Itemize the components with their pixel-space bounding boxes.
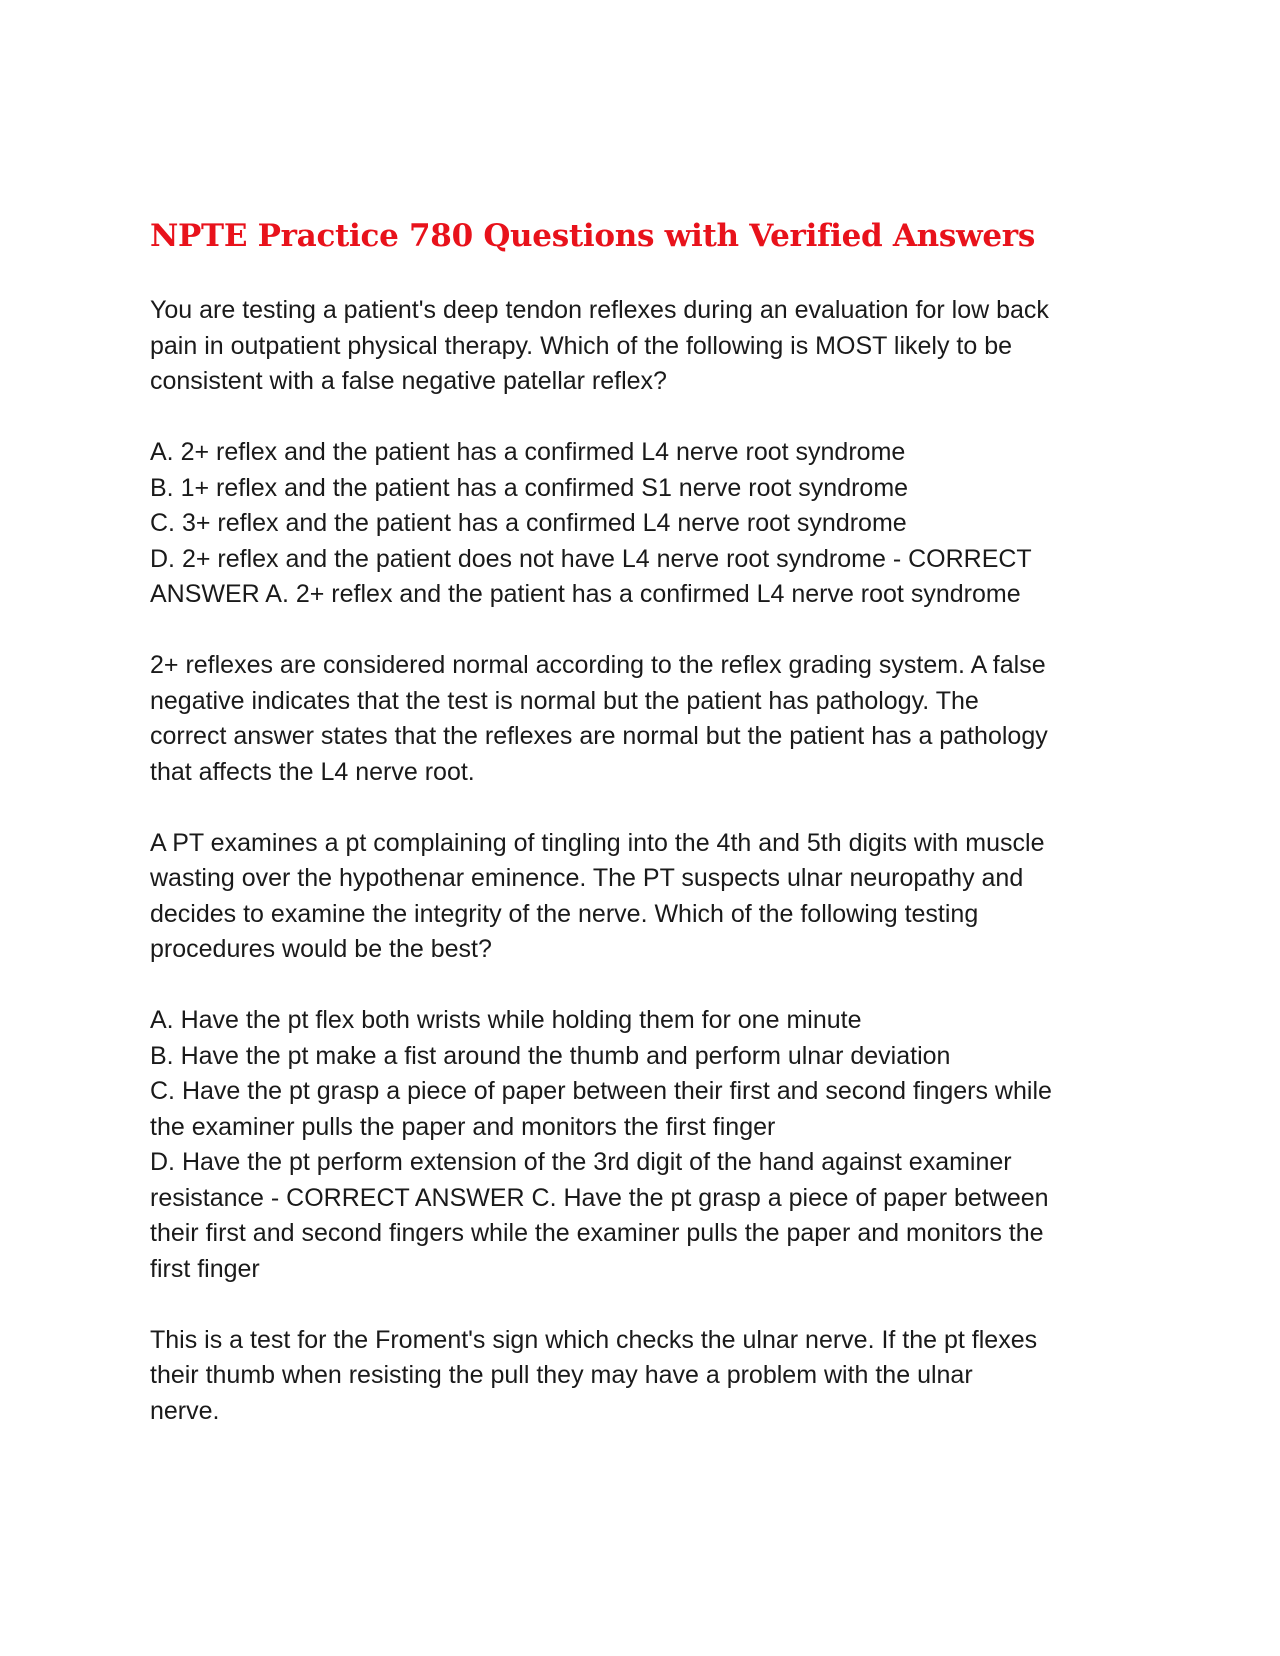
- answer-option-line: C. Have the pt grasp a piece of paper between their first and second fingers while: [150, 1077, 1052, 1106]
- answer-option-line: ANSWER A. 2+ reflex and the patient has a confirmed L4 nerve root syndrome: [150, 580, 1021, 609]
- explanation-line: This is a test for the Froment's sign which checks the ulnar nerve. If the pt flexes: [150, 1325, 1038, 1354]
- explanation-line: nerve.: [150, 1396, 220, 1425]
- question-1-options: [150, 435, 1130, 613]
- question-2-explanation: [150, 1323, 1130, 1430]
- answer-option-line: resistance - CORRECT ANSWER C. Have the pt grasp a piece of paper between: [150, 1183, 1049, 1212]
- explanation-line: correct answer states that the reflexes are normal but the patient has a pathology: [150, 722, 1048, 751]
- question-stem-line: pain in outpatient physical therapy. Which of the following is MOST likely to be: [150, 331, 1013, 360]
- question-2-stem: [150, 826, 1130, 968]
- question-1-explanation: [150, 648, 1130, 790]
- answer-option-line: first finger: [150, 1254, 260, 1283]
- question-stem-line: A PT examines a pt complaining of tingling into the 4th and 5th digits with muscle: [150, 828, 1045, 857]
- answer-option-line: B. 1+ reflex and the patient has a confirmed S1 nerve root syndrome: [150, 473, 909, 502]
- question-stem-line: consistent with a false negative patellar reflex?: [150, 367, 667, 396]
- document-title: NPTE Practice 780 Questions with Verified Answers: [150, 218, 1035, 254]
- answer-option-line: B. Have the pt make a fist around the thumb and perform ulnar deviation: [150, 1041, 951, 1070]
- explanation-line: that affects the L4 nerve root.: [150, 757, 475, 786]
- answer-option-line: C. 3+ reflex and the patient has a confirmed L4 nerve root syndrome: [150, 509, 907, 538]
- explanation-line: negative indicates that the test is normal but the patient has pathology. The: [150, 686, 979, 715]
- explanation-line: their thumb when resisting the pull they may have a problem with the ulnar: [150, 1361, 973, 1390]
- answer-option-line: A. Have the pt flex both wrists while holding them for one minute: [150, 1006, 862, 1035]
- document-page: [150, 218, 1130, 1465]
- question-stem-line: wasting over the hypothenar eminence. The PT suspects ulnar neuropathy and: [150, 864, 1024, 893]
- question-2: [150, 826, 1130, 1430]
- question-1-stem: [150, 293, 1130, 400]
- answer-option-line: D. 2+ reflex and the patient does not have L4 nerve root syndrome - CORRECT: [150, 544, 1032, 573]
- question-1: [150, 293, 1130, 790]
- question-stem-line: decides to examine the integrity of the nerve. Which of the following testing: [150, 899, 979, 928]
- question-stem-line: You are testing a patient's deep tendon reflexes during an evaluation for low back: [150, 296, 1049, 325]
- explanation-line: 2+ reflexes are considered normal according to the reflex grading system. A false: [150, 651, 1046, 680]
- answer-option-line: D. Have the pt perform extension of the 3rd digit of the hand against examiner: [150, 1148, 1012, 1177]
- answer-option-line: their first and second fingers while the examiner pulls the paper and monitors the: [150, 1219, 1044, 1248]
- question-2-options: [150, 1003, 1130, 1287]
- answer-option-line: the examiner pulls the paper and monitors the first finger: [150, 1112, 776, 1141]
- question-stem-line: procedures would be the best?: [150, 935, 492, 964]
- answer-option-line: A. 2+ reflex and the patient has a confirmed L4 nerve root syndrome: [150, 438, 906, 467]
